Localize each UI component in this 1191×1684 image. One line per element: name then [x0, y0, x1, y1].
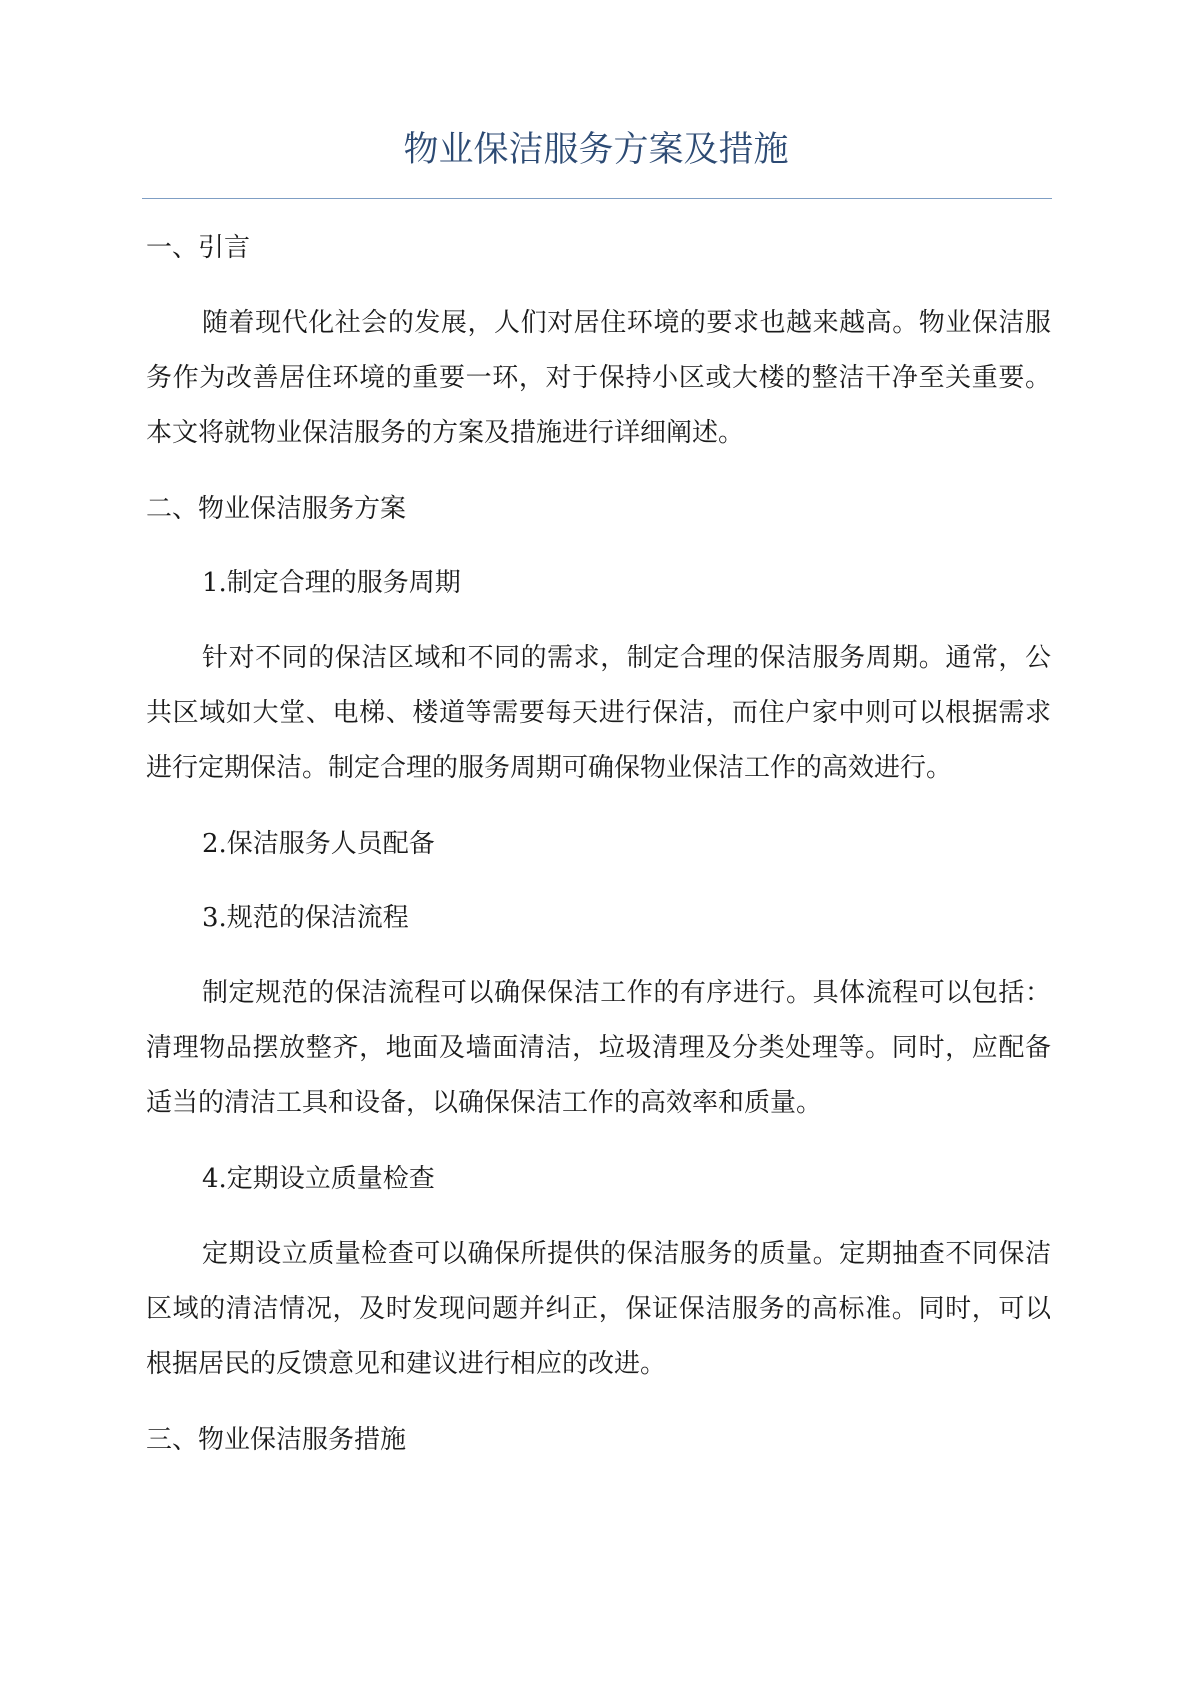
paragraph-cleaning-process: 制定规范的保洁流程可以确保保洁工作的有序进行。具体流程可以包括：清理物品摆放整齐，地面及墙面清洁，垃圾清理及分类处理等。同时，应配备适当的清洁工具和设备，以确保保洁工作的高效率和质量。 — [146, 978, 1051, 1118]
document-title: 物业保洁服务方案及措施 — [403, 130, 789, 170]
document-body — [146, 222, 1051, 1488]
section-heading-plan: 二、物业保洁服务方案 — [146, 494, 407, 524]
subheading-cleaning-process: 3.规范的保洁流程 — [202, 903, 409, 933]
section-heading-introduction: 一、引言 — [146, 233, 251, 263]
title-divider — [142, 198, 1052, 199]
paragraph-introduction: 随着现代化社会的发展，人们对居住环境的要求也越来越高。物业保洁服务作为改善居住环境的重要一环，对于保持小区或大楼的整洁干净至关重要。本文将就物业保洁服务的方案及措施进行详细阐述。 — [146, 308, 1051, 448]
paragraph-service-cycle: 针对不同的保洁区域和不同的需求，制定合理的保洁服务周期。通常，公共区域如大堂、电梯、楼道等需要每天进行保洁，而住户家中则可以根据需求进行定期保洁。制定合理的服务周期可确保物业保洁工作的高效进行。 — [146, 643, 1051, 783]
paragraph-quality-check: 定期设立质量检查可以确保所提供的保洁服务的质量。定期抽查不同保洁区域的清洁情况，及时发现问题并纠正，保证保洁服务的高标准。同时，可以根据居民的反馈意见和建议进行相应的改进。 — [146, 1239, 1051, 1379]
section-heading-measures: 三、物业保洁服务措施 — [146, 1425, 407, 1455]
subheading-service-cycle: 1.制定合理的服务周期 — [202, 568, 461, 598]
subheading-quality-check: 4.定期设立质量检查 — [202, 1164, 435, 1194]
subheading-staffing: 2.保洁服务人员配备 — [202, 829, 435, 859]
